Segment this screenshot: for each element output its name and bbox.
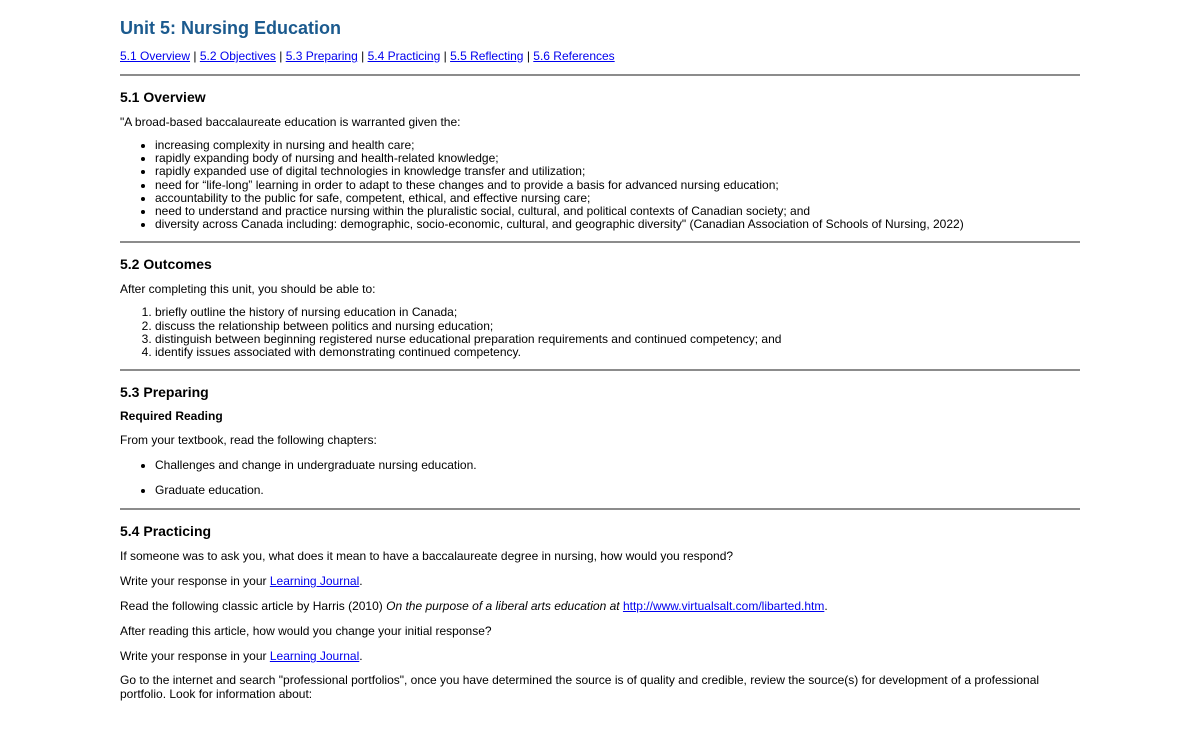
- list-item: • diversity across Canada including: demographic, socio-economic, cultural, and geographic diversity" (Canadian Association of Schools of Nursing, 2022): [155, 218, 1080, 231]
- journal-instruction: [120, 649, 1080, 664]
- article-prefix: Read the following classic article by Harris (2010): [120, 599, 387, 614]
- section-divider: [120, 369, 1080, 371]
- nav-link-references[interactable]: 5.6 References: [533, 49, 615, 63]
- required-reading-subheading: Required Reading: [120, 409, 223, 424]
- nav-link-practicing[interactable]: 5.4 Practicing: [367, 49, 441, 63]
- list-item: • rapidly expanded use of digital technologies in knowledge transfer and utilization;: [155, 165, 1080, 178]
- list-item: 4. identify issues associated with demonstrating continued competency.: [155, 346, 1080, 359]
- outcomes-heading: 5.2 Outcomes: [120, 256, 212, 273]
- overview-intro: "A broad-based baccalaureate education is warranted given the:: [120, 115, 461, 129]
- section-divider: [120, 241, 1080, 243]
- list-item: • increasing complexity in nursing and health care;: [155, 139, 1080, 152]
- list-item: 3. distinguish between beginning registered nurse educational preparation requirements and continued competency; and: [155, 333, 1080, 346]
- period: .: [359, 574, 363, 589]
- practicing-heading: 5.4 Practicing: [120, 523, 212, 540]
- section-divider: [120, 74, 1080, 76]
- list-item: 2. discuss the relationship between politics and nursing education;: [155, 320, 1080, 333]
- practicing-question-2: After reading this article, how would you change your initial response?: [120, 624, 492, 639]
- outcomes-list: [120, 306, 1080, 359]
- section-nav: [120, 48, 1080, 64]
- nav-separator: |: [443, 49, 447, 63]
- period: .: [359, 649, 363, 664]
- journal-prefix: Write your response in your: [120, 649, 270, 664]
- list-item: 1. briefly outline the history of nursing education in Canada;: [155, 306, 1080, 319]
- outcomes-intro: After completing this unit, you should be able to:: [120, 282, 376, 297]
- nav-separator: |: [361, 49, 365, 63]
- reading-list: [120, 458, 1080, 498]
- nav-link-preparing[interactable]: 5.3 Preparing: [285, 49, 358, 63]
- page-title: Unit 5: Nursing Education: [120, 18, 342, 38]
- nav-separator: |: [526, 49, 530, 63]
- page: [120, 0, 1080, 701]
- overview-heading: 5.1 Overview: [120, 89, 206, 105]
- list-item: • rapidly expanding body of nursing and health-related knowledge;: [155, 152, 1080, 165]
- learning-journal-link[interactable]: Learning Journal: [269, 649, 360, 664]
- nav-link-reflecting[interactable]: 5.5 Reflecting: [450, 49, 524, 63]
- journal-instruction: [120, 574, 1080, 589]
- period: .: [824, 599, 828, 614]
- nav-separator: |: [279, 49, 283, 63]
- portfolio-instruction: Go to the internet and search "professional portfolios", once you have determined the source is of quality and credible, review the source(s) for development of a professional portfolio. Look for information about:: [120, 673, 1040, 701]
- journal-prefix: Write your response in your: [120, 574, 270, 589]
- list-item: • need for “life-long” learning in order to adapt to these changes and to provide a basis for advanced nursing education;: [155, 179, 1080, 192]
- preparing-heading: 5.3 Preparing: [120, 384, 209, 401]
- list-item: • Graduate education.: [155, 483, 1080, 498]
- article-link[interactable]: http://www.virtualsalt.com/libarted.htm: [622, 599, 825, 614]
- practicing-question-1: If someone was to ask you, what does it mean to have a baccalaureate degree in nursing, how would you respond?: [120, 549, 734, 564]
- nav-separator: |: [193, 49, 197, 63]
- nav-link-objectives[interactable]: 5.2 Objectives: [199, 49, 276, 63]
- nav-link-overview[interactable]: 5.1 Overview: [120, 49, 191, 63]
- list-item: • Challenges and change in undergraduate nursing education.: [155, 458, 1080, 473]
- article-title: On the purpose of a liberal arts education at: [386, 599, 620, 614]
- section-divider: [120, 508, 1080, 510]
- learning-journal-link[interactable]: Learning Journal: [269, 574, 360, 589]
- article-instruction: [120, 599, 1080, 614]
- overview-list: [120, 139, 1080, 231]
- preparing-intro: From your textbook, read the following chapters:: [120, 433, 377, 448]
- list-item: • accountability to the public for safe, competent, ethical, and effective nursing care;: [155, 192, 1080, 205]
- list-item: • need to understand and practice nursing within the pluralistic social, cultural, and political contexts of Canadian society; and: [155, 205, 1080, 218]
